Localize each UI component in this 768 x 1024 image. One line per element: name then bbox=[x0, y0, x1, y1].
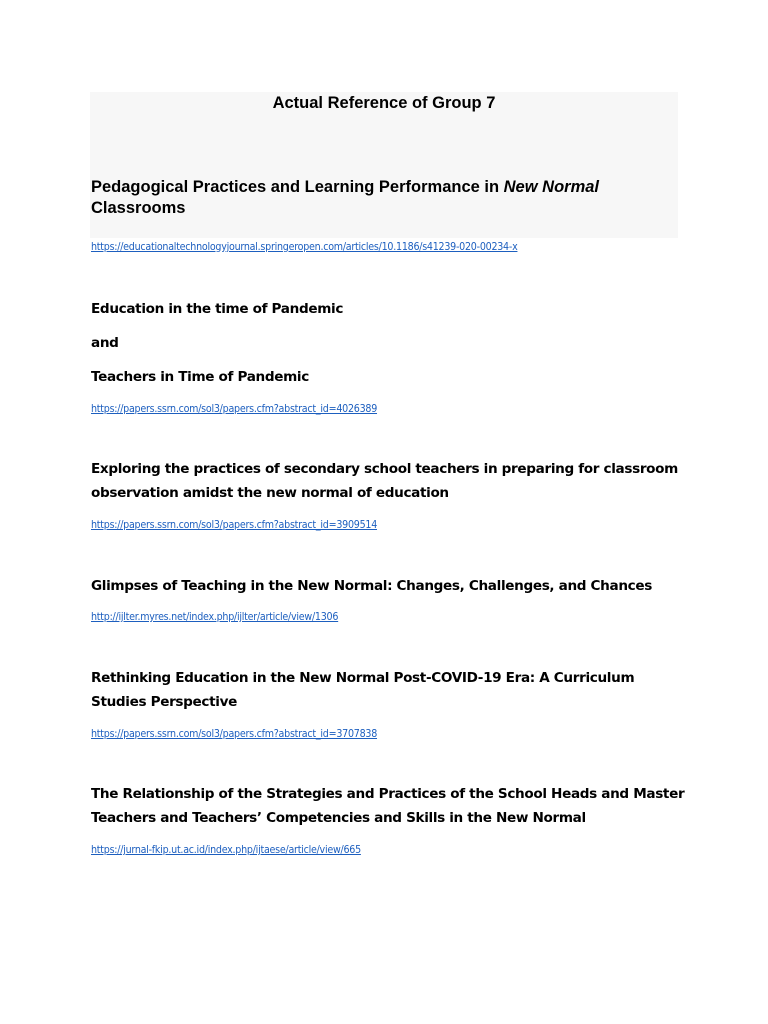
reference-title-2a: Education in the time of Pandemic bbox=[91, 301, 344, 317]
reference-title-1-italic: New Normal bbox=[503, 178, 599, 196]
reference-title-1 bbox=[91, 177, 671, 219]
reference-title-1-part2: Classrooms bbox=[91, 199, 186, 217]
reference-title-3-line1: Exploring the practices of secondary school teachers in preparing for classroom bbox=[91, 461, 678, 477]
reference-link-1[interactable]: https://educationaltechnologyjournal.springeropen.com/articles/10.1186/s41239-020-00234-x bbox=[91, 241, 518, 253]
reference-title-6 bbox=[91, 782, 691, 830]
reference-title-6-line2: Teachers and Teachers’ Competencies and Skills in the New Normal bbox=[91, 810, 586, 826]
reference-link-2[interactable]: https://papers.ssrn.com/sol3/papers.cfm?abstract_id=4026389 bbox=[91, 403, 378, 415]
reference-link-3[interactable]: https://papers.ssrn.com/sol3/papers.cfm?abstract_id=3909514 bbox=[91, 519, 378, 531]
reference-link-5[interactable]: https://papers.ssrn.com/sol3/papers.cfm?abstract_id=3707838 bbox=[91, 728, 378, 740]
reference-title-3 bbox=[91, 457, 691, 505]
reference-link-6[interactable]: https://jurnal-fkip.ut.ac.id/index.php/ijtaese/article/view/665 bbox=[91, 844, 361, 856]
reference-title-2-and: and bbox=[91, 335, 119, 351]
reference-link-4[interactable]: http://ijlter.myres.net/index.php/ijlter/article/view/1306 bbox=[91, 611, 339, 623]
document-title: Actual Reference of Group 7 bbox=[272, 94, 496, 112]
reference-title-2b: Teachers in Time of Pandemic bbox=[91, 369, 309, 385]
reference-title-5 bbox=[91, 666, 691, 714]
reference-title-5-line2: Studies Perspective bbox=[91, 694, 237, 710]
reference-title-5-line1: Rethinking Education in the New Normal Post-COVID-19 Era: A Curriculum bbox=[91, 670, 635, 686]
reference-title-3-line2: observation amidst the new normal of education bbox=[91, 485, 449, 501]
reference-title-6-line1: The Relationship of the Strategies and Practices of the School Heads and Master bbox=[91, 786, 685, 802]
reference-title-1-part1: Pedagogical Practices and Learning Performance in bbox=[91, 178, 504, 196]
reference-title-4: Glimpses of Teaching in the New Normal: Changes, Challenges, and Chances bbox=[91, 578, 652, 594]
